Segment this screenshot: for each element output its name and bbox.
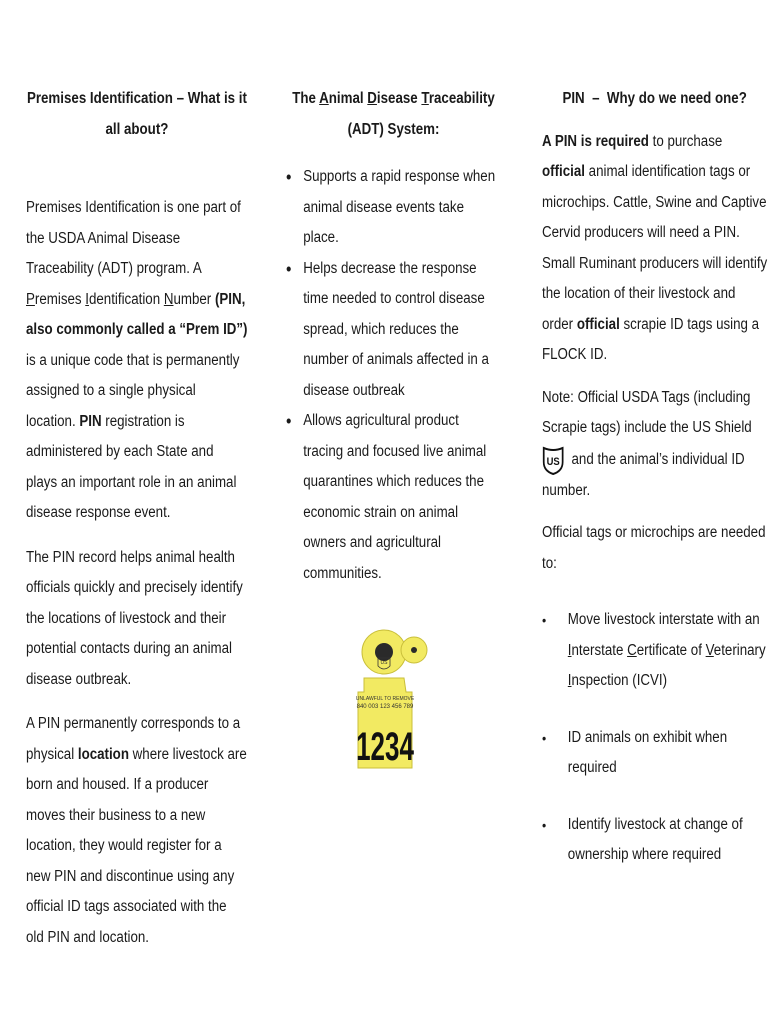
premises-id-heading: Premises Identification – What is it all about? — [26, 90, 247, 138]
underlined-letter: V — [705, 641, 714, 659]
pin-need-column — [542, 84, 767, 871]
text: Premises Identification is one part of the USDA Animal Disease Traceability (ADT) program. A — [26, 199, 241, 277]
text: raceability — [428, 90, 495, 107]
list-item: • Supports a rapid response when animal disease events take place. — [286, 162, 501, 254]
text: registration is administered by each State and plays an important role in an animal disease response event. — [26, 412, 237, 521]
tag-number: 1234 — [356, 724, 414, 770]
underlined-letter: I — [567, 641, 572, 659]
underlined-letter: N — [163, 290, 174, 308]
list-item: • Allows agricultural product tracing and focused live animal quarantines which reduces the economic strain on animal owners and agricultural communities. — [286, 406, 501, 589]
adt-system-column — [286, 84, 501, 589]
underlined-letter: C — [627, 641, 637, 659]
text: nimal — [328, 90, 368, 107]
text: isease — [376, 90, 422, 107]
premises-id-column — [26, 84, 248, 953]
premises-id-paragraph — [26, 193, 248, 529]
official-bold: official — [576, 315, 620, 333]
text: Move livestock interstate with an — [567, 611, 760, 628]
underlined-letter: D — [367, 90, 377, 107]
pin-location-paragraph — [26, 709, 248, 953]
text: nspection (ICVI) — [571, 672, 668, 689]
underlined-letter: I — [567, 672, 572, 689]
text: where livestock are born and housed. If a producer moves their business to a new location, they would register for a new PIN and discontinue using any official ID tags associated with the old PIN and location. — [26, 745, 247, 946]
adt-bullet-list — [286, 162, 501, 589]
text: and the animal’s individual ID number. — [542, 450, 745, 499]
text: to purchase — [648, 132, 723, 150]
text: umber — [173, 290, 215, 308]
text: The — [292, 90, 320, 107]
text: dentification — [88, 290, 164, 308]
text: (ADT) System: — [347, 120, 440, 138]
underlined-letter: A — [319, 90, 329, 107]
text: scrapie ID tags using a FLOCK ID. — [542, 315, 760, 363]
text: ertificate of — [636, 641, 706, 659]
pin-need-heading: PIN – Why do we need one? — [562, 90, 747, 107]
location-bold: location — [77, 745, 129, 763]
text: animal identification tags or microchips. Cattle, Swine and Captive Cervid producers will need a PIN. Small Ruminant producers will identify the location of their livestock and order — [542, 163, 768, 333]
list-item: • Helps decrease the response time needed to control disease spread, which reduces the number of animals affected in a disease outbreak — [286, 254, 501, 407]
text: is a unique code that is permanently assigned to a single physical location. — [26, 351, 240, 430]
text: A PIN permanently corresponds to a physical — [26, 715, 241, 763]
list-item: • ID animals on exhibit when required — [542, 723, 767, 784]
us-shield-note — [542, 383, 767, 507]
pin-required-bold: A PIN is required — [542, 132, 649, 150]
list-item: • Identify livestock at change of ownership where required — [542, 810, 767, 871]
tag-id-text: 840 003 123 456 789 — [356, 704, 414, 710]
underlined-letter: P — [26, 290, 35, 308]
text: nterstate — [571, 641, 628, 659]
tag-hole-small — [411, 647, 417, 653]
us-shield-icon — [542, 446, 564, 476]
pin-record-paragraph: The PIN record helps animal health officials quickly and precisely identify the locations of livestock and their potential contacts during an animal disease outbreak. — [26, 548, 243, 688]
text: remises — [34, 290, 86, 308]
tag-shield-text: US — [380, 660, 388, 666]
underlined-letter: I — [85, 290, 89, 308]
tags-needed-paragraph: Official tags or microchips are needed to: — [542, 524, 766, 572]
adt-heading — [286, 84, 501, 145]
tags-needed-list — [542, 605, 767, 871]
underlined-letter: T — [421, 90, 429, 107]
pin-bold: PIN — [79, 412, 102, 430]
tag-warning-text: UNLAWFUL TO REMOVE — [356, 696, 415, 702]
text: eterinary — [713, 641, 766, 659]
pin-definition-bold: (PIN, also commonly called a “Prem ID”) — [26, 290, 248, 338]
text: Note: Official USDA Tags (including Scrapie tags) include the US Shield — [542, 388, 752, 436]
list-item — [542, 605, 767, 697]
ear-tag-illustration — [356, 628, 438, 770]
shield-text: US — [546, 455, 560, 468]
official-bold: official — [542, 163, 585, 180]
pin-required-paragraph — [542, 127, 767, 371]
